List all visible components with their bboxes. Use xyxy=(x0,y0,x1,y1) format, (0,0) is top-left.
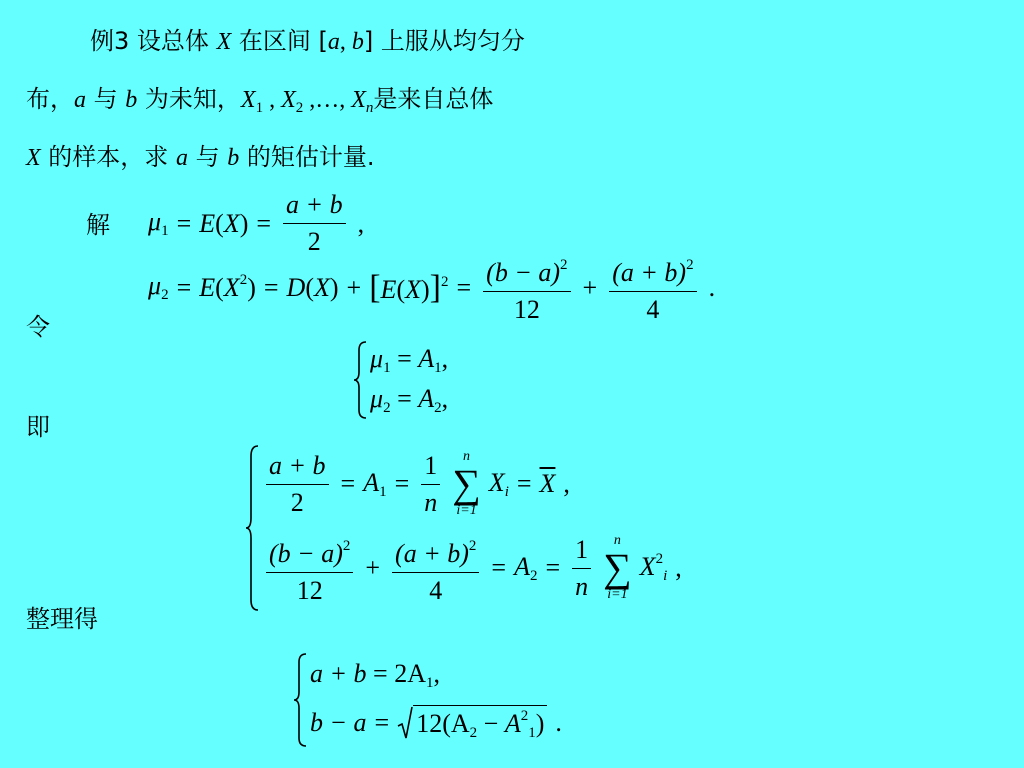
example-label: 例3 xyxy=(90,27,130,55)
var-X: X xyxy=(223,208,240,238)
text: ] 上服从均匀分 xyxy=(363,27,525,55)
numerator: 1 xyxy=(421,451,440,485)
problem-line-3 xyxy=(26,142,374,173)
subscript: 1 xyxy=(426,674,434,691)
plus: + xyxy=(346,272,362,302)
equals: = xyxy=(263,272,279,302)
subscript: i xyxy=(663,568,668,585)
fraction xyxy=(421,451,440,518)
equals: = xyxy=(456,272,472,302)
fraction xyxy=(392,531,479,606)
equals: = xyxy=(256,208,272,238)
subscript: n xyxy=(365,100,374,116)
square-root: $12(A_2 - A^2_1)$ xyxy=(397,705,547,742)
superscript: 2 xyxy=(239,272,248,288)
left-brace xyxy=(244,444,262,612)
sum-upper: n xyxy=(613,533,621,549)
eq-sum-ab: $a + b = 2A_1$, xyxy=(310,658,440,691)
summation xyxy=(603,534,632,602)
text: 与 xyxy=(187,143,228,171)
sum-sign: ∑ xyxy=(452,461,481,507)
numerator: (b − a) xyxy=(269,538,343,568)
var-X: X xyxy=(223,273,240,302)
expr: 2A xyxy=(394,658,426,688)
sum-lower: i=1 xyxy=(607,587,628,603)
numerator: a + b xyxy=(266,451,329,485)
denominator: n xyxy=(424,487,438,517)
superscript: 2 xyxy=(468,537,477,554)
denominator: 4 xyxy=(646,295,660,324)
subscript: 1 xyxy=(383,359,391,376)
text: ,…, xyxy=(303,87,352,113)
subscript: 1 xyxy=(379,483,387,500)
denominator: 2 xyxy=(290,487,304,517)
system-namely xyxy=(244,444,682,612)
denominator: n xyxy=(575,571,589,601)
text: 的样本，求 xyxy=(40,143,176,171)
fraction xyxy=(266,451,329,518)
subscript: 2 xyxy=(295,100,304,116)
equation-second-moment: $\frac{(b - a)^2}{12}$ + $\frac{(a + b)^2}{4}$ = $A_2$ = $\frac{1}{n}$ n ∑ i=1 $X^2i$ , xyxy=(262,531,682,606)
subscript: 2 xyxy=(469,724,478,741)
var-A: A xyxy=(504,708,521,738)
sum-upper: n xyxy=(463,449,471,465)
var-Xn: X xyxy=(351,87,366,113)
equation-mu2: $\mu_2$ = $E(X^2)$ = D(X) + $[E(X)]^2$ = $\frac{(b - a)^2}{12}$ + $\frac{(a + b)^2}{4}$ . xyxy=(148,250,715,325)
var-X1: X xyxy=(240,87,256,113)
arrange-label: 整理得 xyxy=(26,605,98,633)
var-X: X xyxy=(313,272,330,302)
system-result xyxy=(292,652,562,748)
comma: , xyxy=(357,208,365,238)
fraction xyxy=(609,250,696,325)
problem-line-2: 布，a 与 b 为未知，$X_1$ , $X_2$ ,…, $X_n$是来自总体 xyxy=(26,85,494,116)
var-X: X xyxy=(488,467,505,497)
fraction xyxy=(572,535,591,602)
variance-D: D xyxy=(286,272,306,302)
numerator: (b − a) xyxy=(486,258,561,287)
expectation-E: E xyxy=(380,274,397,304)
superscript: 2 xyxy=(520,707,529,724)
subscript: 1 xyxy=(528,724,536,741)
text: 在区间 [ xyxy=(231,27,328,55)
superscript: 2 xyxy=(655,551,664,568)
period: . xyxy=(555,708,562,737)
expectation-E: E xyxy=(199,208,216,238)
superscript: 2 xyxy=(441,273,449,290)
mu-symbol: μ xyxy=(370,383,384,413)
mu-symbol: μ xyxy=(370,343,384,373)
denominator: 4 xyxy=(429,575,443,605)
var-X: X xyxy=(405,274,421,304)
solution-label: 解 xyxy=(86,211,110,239)
numerator: (a + b) xyxy=(612,258,687,287)
text: 为未知， xyxy=(137,85,241,113)
var-A: A xyxy=(363,467,380,497)
equation-mu1: $\mu_1$ = E(X) = $\frac{a + b}{2}$ , xyxy=(148,190,365,256)
var-b: b xyxy=(125,87,138,113)
var-A: A xyxy=(514,551,530,581)
plus: + xyxy=(582,272,598,302)
fraction xyxy=(483,250,570,325)
subscript: 1 xyxy=(434,359,442,376)
var-b: b xyxy=(227,145,240,171)
var-X: X xyxy=(639,552,656,582)
left-brace xyxy=(292,652,310,748)
numerator: (a + b) xyxy=(395,538,469,568)
eq-mu1-A1: $\mu_1 = A_1$, xyxy=(370,343,449,376)
subscript: 1 xyxy=(255,100,264,116)
subscript: i xyxy=(504,483,509,500)
eq-diff-ab: b − a = $12(A_2 - A^2_1)$ . xyxy=(310,705,562,742)
let-label: 令 xyxy=(26,313,50,341)
equals: = xyxy=(176,208,192,238)
sum-sign: ∑ xyxy=(603,545,632,591)
var-a: a xyxy=(74,87,86,113)
eq-mu2-A2: $\mu_2 = A_2$, xyxy=(370,383,449,416)
var-A: A xyxy=(418,383,435,413)
numerator: 1 xyxy=(572,535,591,569)
left-brace xyxy=(352,340,370,420)
subscript: 2 xyxy=(161,287,169,303)
problem-line-1 xyxy=(90,26,525,57)
period: . xyxy=(708,272,716,302)
superscript: 2 xyxy=(560,257,568,273)
var-A: A xyxy=(418,343,435,373)
fraction xyxy=(266,531,353,606)
subscript: 2 xyxy=(434,399,442,416)
sum-lower: i=1 xyxy=(456,503,477,519)
mu-symbol: μ xyxy=(148,271,162,300)
mu-symbol: μ xyxy=(148,207,162,236)
equals: = xyxy=(176,272,192,302)
summation xyxy=(452,450,481,518)
numerator: a + b xyxy=(283,190,346,224)
subscript: 1 xyxy=(161,223,169,239)
equation-first-moment: $\frac{a + b}{2}$ = $A_1$ = $\frac{1}{n}$ n ∑ i=1 Xi = $\overline{X}$ , xyxy=(262,450,682,518)
var-a: a xyxy=(175,145,188,171)
denominator: 12 xyxy=(296,575,323,605)
text: 的矩估计量. xyxy=(239,143,375,171)
sample-mean-Xbar: $\overline{X}$ xyxy=(539,469,556,499)
text: 与 xyxy=(86,85,126,113)
text: , xyxy=(339,29,352,55)
expr: b − a xyxy=(310,708,367,737)
namely-label: 即 xyxy=(26,413,50,441)
var-X: X xyxy=(26,145,41,171)
expectation-E: E xyxy=(199,273,216,302)
text: 是来自总体 xyxy=(373,85,494,113)
subscript: 2 xyxy=(383,399,391,416)
var-a: a xyxy=(327,29,340,55)
var-X2: X xyxy=(281,87,296,113)
fraction xyxy=(283,190,346,257)
system-let xyxy=(352,340,448,420)
var-X: X xyxy=(216,29,232,55)
var-b: b xyxy=(351,29,364,55)
denominator: 12 xyxy=(513,295,540,324)
superscript: 2 xyxy=(686,257,694,273)
superscript: 2 xyxy=(342,537,351,554)
text: 布， xyxy=(26,85,74,113)
expr: 12(A xyxy=(416,708,470,738)
text: 设总体 xyxy=(136,27,217,55)
expr: a + b xyxy=(310,658,367,688)
denominator: 2 xyxy=(307,227,321,256)
subscript: 2 xyxy=(529,567,538,584)
